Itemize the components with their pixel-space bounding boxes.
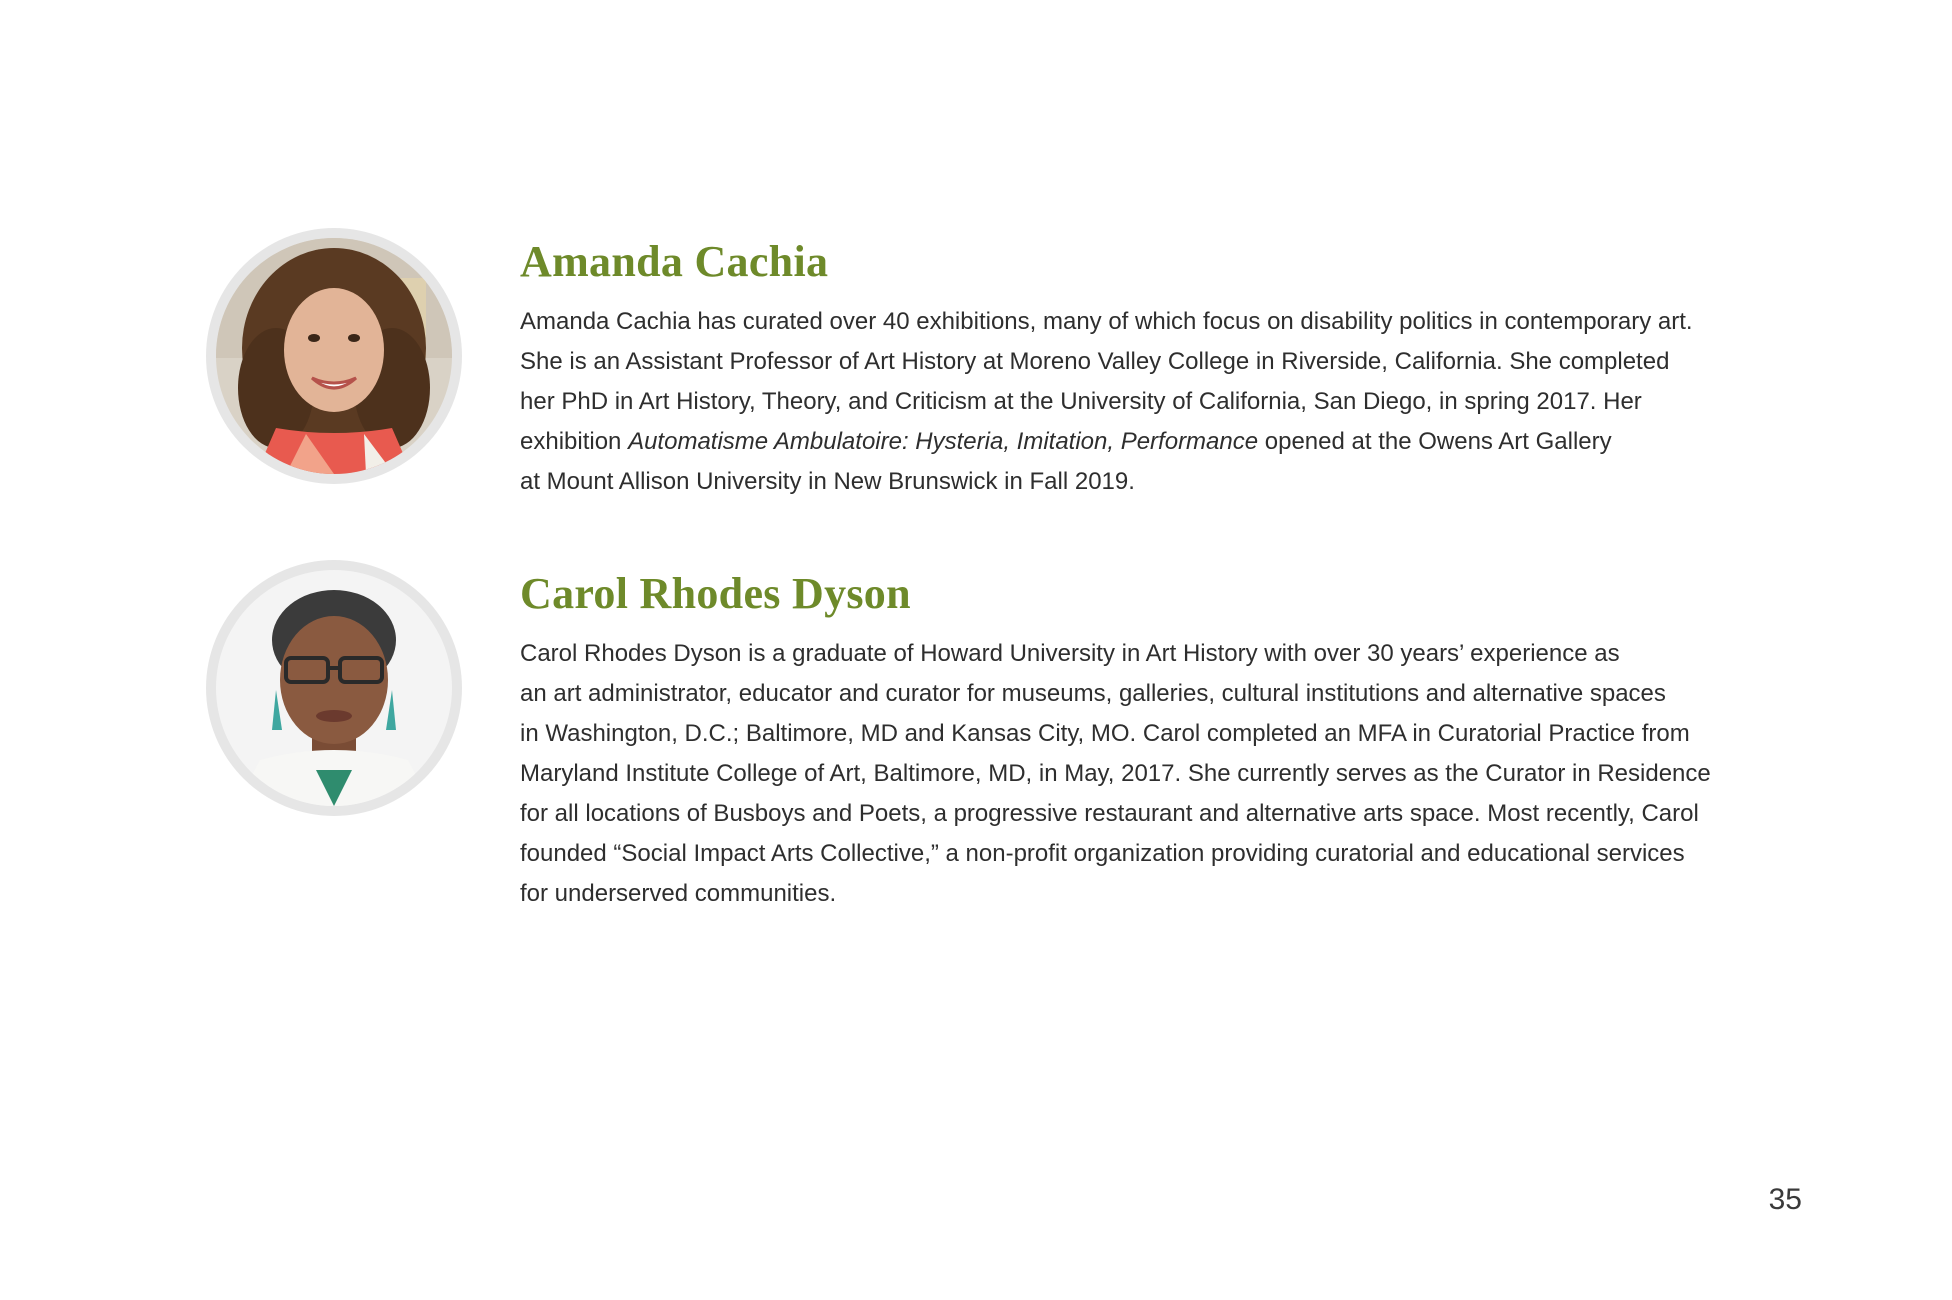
- bio-line: [520, 422, 1700, 462]
- bio-line: her PhD in Art History, Theory, and Criticism at the University of California, San Diego, in spring 2017. Her: [520, 388, 1642, 415]
- bio-line: She is an Assistant Professor of Art History at Moreno Valley College in Riverside, California. She completed: [520, 348, 1670, 375]
- portrait-photo-icon: [216, 570, 452, 806]
- bio-line: for underserved communities.: [520, 880, 837, 907]
- bio-name: Carol Rhodes Dyson: [520, 569, 911, 618]
- bio-line-text: opened at the Owens Art Gallery: [1258, 428, 1612, 455]
- portrait-carol-rhodes-dyson: [206, 560, 462, 816]
- bio-line: in Washington, D.C.; Baltimore, MD and Kansas City, MO. Carol completed an MFA in Curatorial Practice from: [520, 720, 1690, 747]
- bio-text: [520, 560, 1711, 914]
- page-number: 35: [1768, 1183, 1802, 1216]
- bio-line-text: exhibition: [520, 428, 629, 455]
- bio-line: Maryland Institute College of Art, Baltimore, MD, in May, 2017. She currently serves as the Curator in Residence: [520, 760, 1711, 787]
- exhibition-title: Automatisme Ambulatoire: Hysteria, Imitation, Performance: [628, 428, 1259, 455]
- bio-line: an art administrator, educator and curator for museums, galleries, cultural institutions and alternative spaces: [520, 680, 1666, 707]
- bio-paragraph: [520, 302, 1700, 502]
- bio-text: [520, 228, 1700, 502]
- portrait-amanda-cachia: [206, 228, 462, 484]
- bio-paragraph: [520, 634, 1711, 914]
- bio-name: Amanda Cachia: [520, 237, 829, 286]
- bio-line: for all locations of Busboys and Poets, a progressive restaurant and alternative arts space. Most recently, Carol: [520, 800, 1699, 827]
- bio-line: founded “Social Impact Arts Collective,” a non-profit organization providing curatorial and educational services: [520, 840, 1685, 867]
- portrait-photo-icon: [216, 238, 452, 474]
- bio-line: Carol Rhodes Dyson is a graduate of Howard University in Art History with over 30 years’ experience as: [520, 640, 1620, 667]
- bio-line: Amanda Cachia has curated over 40 exhibitions, many of which focus on disability politics in contemporary art.: [520, 308, 1693, 335]
- bio-line: at Mount Allison University in New Brunswick in Fall 2019.: [520, 468, 1135, 495]
